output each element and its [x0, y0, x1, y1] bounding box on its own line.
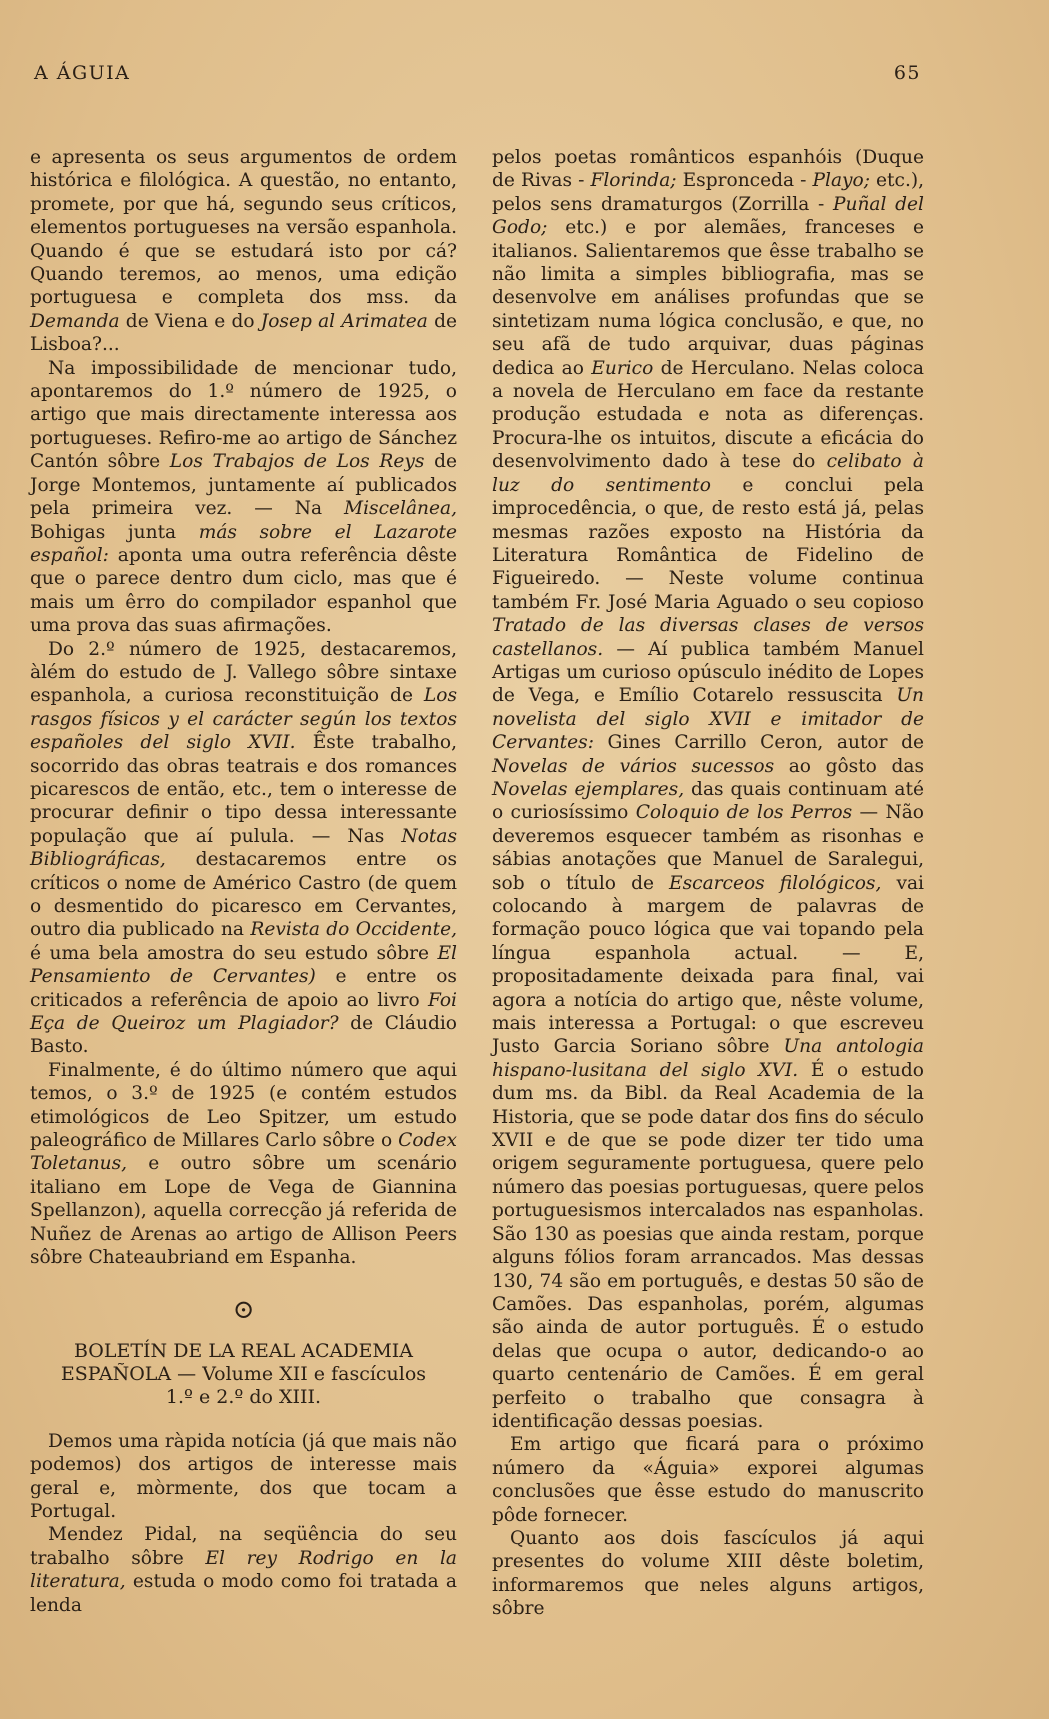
- left-column: [30, 146, 457, 1617]
- right-paragraph-3: Quanto aos dois fascículos já aqui presentes do volume XIII dêste boletim, informaremos que neles alguns artigos, sôbre: [492, 1527, 924, 1620]
- left-paragraph-4: Finalmente, é do último número que aqui temos, o 3.º de 1925 (e contém estudos etimológicos de Leo Spitzer, um estudo paleográfico de Millares Carlo sôbre o Codex Toletanus, e outro sôbre um scenário italiano em Lope de Vega de Giannina Spellanzon), aquella correcção já referida de Nuñez de Arenas ao artigo de Allison Peers sôbre Chateaubriand em Espanha.: [30, 1059, 457, 1269]
- right-paragraph-2: Em artigo que ficará para o próximo número da «Águia» exporei algumas conclusões que êsse estudo do manuscrito pôde fornecer.: [492, 1434, 924, 1526]
- page-number: 65: [893, 62, 921, 84]
- left-paragraph-6: Mendez Pidal, na seqüência do seu trabalho sôbre El rey Rodrigo en la literatura, estuda o modo como foi tratada a lenda: [30, 1524, 457, 1616]
- left-paragraph-2: Na impossibilidade de mencionar tudo, apontaremos do 1.º número de 1925, o artigo que mais directamente interessa aos portugueses. Refiro-me ao artigo de Sánchez Cantón sôbre Los Trabajos de Los Reys de Jorge Montemos, juntamente aí publicados pela primeira vez. — Na Miscelânea, Bohigas junta más sobre el Lazarote español: aponta uma outra referência dêste que o parece dentro dum ciclo, mas que é mais um êrro do compilador espanhol que uma prova das suas afirmações.: [30, 357, 457, 637]
- left-paragraph-1: e apresenta os seus argumentos de ordem histórica e filológica. A questão, no entanto, promete, por que há, segundo seus críticos, elementos portugueses na versão espanhola. Quando é que se estudará isto por cá? Quando teremos, ao menos, uma edição portuguesa e completa dos mss. da Demanda de Viena e do Josep al Arimatea de Lisboa?...: [30, 147, 457, 356]
- journal-title: A ÁGUIA: [34, 62, 131, 84]
- ornament-icon: ⊙: [232, 1294, 255, 1325]
- left-paragraph-5: Demos uma ràpida notícia (já que mais não podemos) dos artigos de interesse mais geral e, mòrmente, dos que tocam a Portugal.: [30, 1430, 457, 1522]
- right-paragraph-1: pelos poetas românticos espanhóis (Duque de Rivas - Florinda; Espronceda - Playo; etc.), pelos sens dramaturgos (Zorrilla - Puñal del Godo; etc.) e por alemães, franceses e italianos. Salientaremos que êsse trabalho se não limita a simples bibliografia, mas se desenvolve em análises profundas que se sintetizam numa lógica conclusão, e que, no seu afã de tudo arquivar, duas páginas dedica ao Eurico de Herculano. Nelas coloca a novela de Herculano em face da restante produção estudada e nota as diferenças. Procura-lhe os intuitos, discute a eficácia do desenvolvimento dado à tese do celibato à luz do sentimento e conclui pela improcedência, o que, de resto está já, pelas mesmas razões exposto na História da Literatura Romântica de Fidelino de Figueiredo. — Neste volume continua também Fr. José Maria Aguado o seu copioso Tratado de las diversas clases de versos castellanos. — Aí publica também Manuel Artigas um curioso opúsculo inédito de Lopes de Vega, e Emílio Cotarelo ressuscita Un novelista del siglo XVII e imitador de Cervantes: Gines Carrillo Ceron, autor de Novelas de vários sucessos ao gôsto das Novelas ejemplares, das quais continuam até o curiosíssimo Coloquio de los Perros — Não deveremos esquecer também as risonhas e sábias anotações que Manuel de Saralegui, sob o título de Escarceos filológicos, vai colocando à margem de palavras de formação pouco lógica que vai topando pela língua espanhola actual. — E, propositadamente deixada para final, vai agora a notícia do artigo que, nêste volume, mais interessa a Portugal: o que escreveu Justo Garcia Soriano sôbre Una antologia hispano-lusitana del siglo XVI. É o estudo dum ms. da Bibl. da Real Academia de la Historia, que se pode datar dos fins do século XVII e de que se pode dizer ter tido uma origem seguramente portuguesa, quere pelo número das poesias portuguesas, quere pelos portuguesismos intercalados nas espanholas. São 130 as poesias que ainda restam, porque alguns fólios foram arrancados. Mas dessas 130, 74 são em português, e destas 50 são de Camões. Das espanholas, porém, algumas são ainda de autor português. É o estudo delas que ocupa o autor, dedicando-o ao quarto centenário de Camões. É em geral perfeito o trabalho que consagra à identificação dessas poesias.: [492, 147, 925, 1432]
- left-paragraph-3: Do 2.º número de 1925, destacaremos, àlém do estudo de J. Vallego sôbre sintaxe espanhola, a curiosa reconstituição de Los rasgos físicos y el carácter según los textos españoles del siglo XVII. Êste trabalho, socorrido das obras teatrais e dos romances picarescos de então, etc., tem o interesse de procurar definir o tipo dessa interessante população que aí pulula. — Nas Notas Bibliográficas, destacaremos entre os críticos o nome de Américo Castro (de quem o desmentido do picaresco em Cervantes, outro dia publicado na Revista do Occidente, é uma bela amostra do seu estudo sôbre El Pensamiento de Cervantes) e entre os criticados a referência de apoio ao livro Foi Eça de Queiroz um Plagiador? de Cláudio Basto.: [30, 638, 458, 1058]
- section-heading: BOLETÍN DE LA REAL ACADEMIA ESPAÑOLA — Volume XII e fascículos 1.º e 2.º do XIII.: [60, 1339, 427, 1409]
- right-column: [492, 146, 924, 1621]
